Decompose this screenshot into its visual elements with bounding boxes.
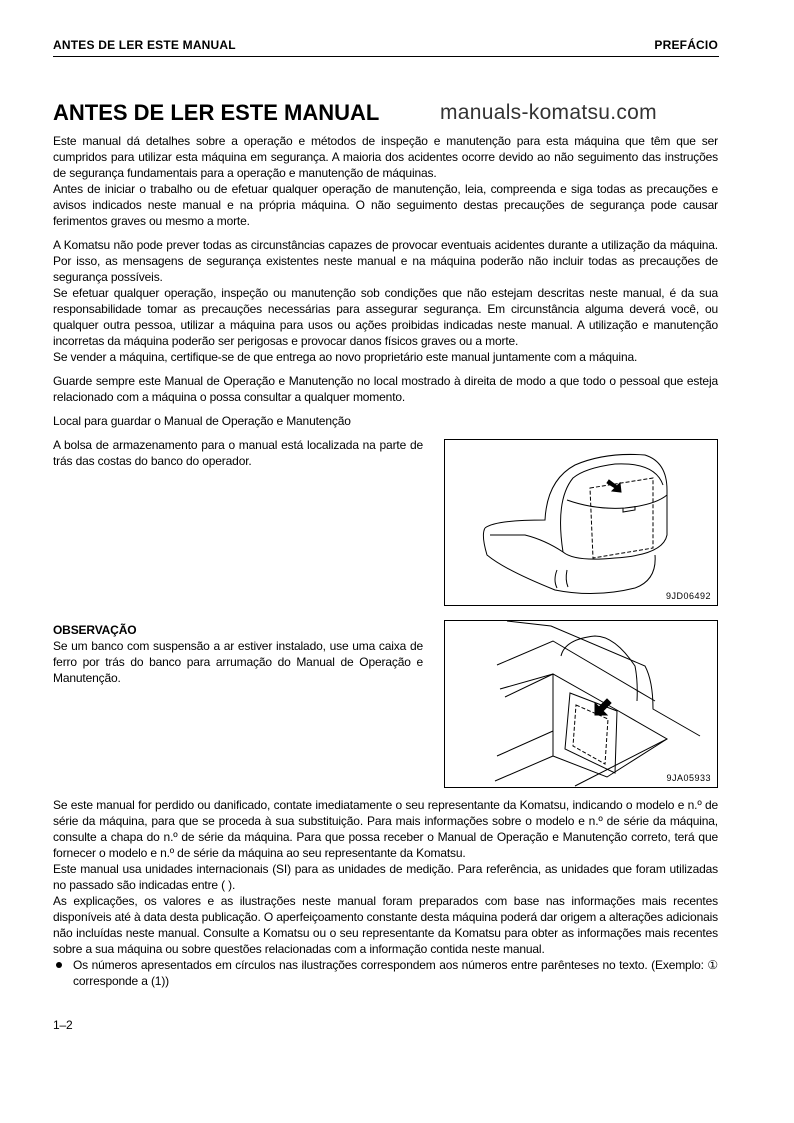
bullet-text: Os números apresentados em círculos nas ilustrações correspondem aos números entre parênteses no texto. (Exemplo: ① corresponde a (1)) [73, 958, 718, 988]
paragraph: Se efetuar qualquer operação, inspeção ou manutenção sob condições que não estejam descritas neste manual, é da sua responsabilidade tomar as precauções necessárias para assegurar segurança. Em circunstância alguma deverá você, ou qualquer outra pessoa, utilizar a máquina para usos ou ações proibidas indicadas neste manual. A utilização e manutenção incorretas da máquina poderão ser perigosas e provocar danos físicos graves ou a morte. [53, 286, 718, 348]
figure-seat-pocket [444, 439, 718, 606]
keep-manual-paragraph: Guarde sempre este Manual de Operação e Manutenção no local mostrado à direita de modo a que todo o pessoal que esteja relacionado com a máquina o possa consultar a qualquer momento. [53, 374, 718, 404]
note-section [53, 622, 423, 686]
paragraph: Se este manual for perdido ou danificado, contate imediatamente o seu representante da Komatsu, indicando o modelo e n.º de série da máquina, para que se proceda à sua substituição. Para mais informações sobre o modelo e n.º de série da máquina, consulte a chapa do n.º de série da máquina. Para que possa receber o Manual de Operação e Manutenção correto, terá que fornecer o modelo e n.º de série da máquina ao seu representante da Komatsu. [53, 798, 718, 860]
arrow-icon [607, 480, 621, 492]
figure-id: 9JD06492 [665, 591, 711, 601]
bullet-item [53, 957, 718, 989]
figure-iron-box [444, 620, 718, 788]
page-number: 1–2 [53, 1018, 73, 1032]
paragraph: Este manual dá detalhes sobre a operação e métodos de inspeção e manutenção para esta máquina que têm que ser cumpridos para utilizar esta máquina em segurança. A maioria dos acidentes ocorre devido ao não seguimento das instruções de segurança fundamentais para a operação e manutenção de máquinas. [53, 134, 718, 180]
header-chapter: PREFÁCIO [654, 38, 718, 52]
arrow-icon [595, 699, 611, 715]
paragraph: A Komatsu não pode prever todas as circunstâncias capazes de provocar eventuais acidentes durante a utilização da máquina. Por isso, as mensagens de segurança existentes neste manual e na máquina poderão não incluir todas as precauções de segurança possíveis. [53, 238, 718, 284]
box-illustration [445, 621, 717, 787]
bullet-icon [56, 962, 62, 968]
komatsu-section [53, 237, 718, 365]
final-section [53, 797, 718, 989]
storage-row [53, 437, 718, 606]
note-text: Se um banco com suspensão a ar estiver instalado, use uma caixa de ferro por trás do banco para arrumação do Manual de Operação e Manutenção. [53, 639, 423, 685]
storage-heading: Local para guardar o Manual de Operação e Manutenção [53, 414, 351, 428]
note-row [53, 620, 718, 788]
note-heading: OBSERVAÇÃO [53, 623, 137, 637]
intro-section [53, 133, 718, 229]
seat-illustration [445, 440, 717, 605]
watermark: manuals-komatsu.com [440, 101, 657, 124]
header-rule [53, 56, 719, 57]
paragraph: Antes de iniciar o trabalho ou de efetuar qualquer operação de manutenção, leia, compreenda e siga todas as precauções e avisos indicados neste manual e na própria máquina. O não seguimento destas precauções de segurança pode causar ferimentos graves ou mesmo a morte. [53, 182, 718, 228]
header-section-title: ANTES DE LER ESTE MANUAL [53, 38, 236, 52]
paragraph: Se vender a máquina, certifique-se de que entrega ao novo proprietário este manual juntamente com a máquina. [53, 350, 638, 364]
page-body [53, 133, 718, 1033]
paragraph: As explicações, os valores e as ilustrações neste manual foram preparados com base nas informações mais recentes disponíveis até à data desta publicação. O aperfeiçoamento constante desta máquina poderá dar origem a alterações adicionais não incluídas neste manual. Consulte a Komatsu ou o seu representante da Komatsu para obter as informações mais recentes sobre a sua máquina ou sobre questões relacionadas com a informação contida neste manual. [53, 894, 718, 956]
figure-id: 9JA05933 [666, 773, 711, 783]
paragraph: Este manual usa unidades internacionais (SI) para as unidades de medição. Para referência, as unidades que foram utilizadas no passado são indicadas entre ( ). [53, 862, 718, 892]
storage-text: A bolsa de armazenamento para o manual está localizada na parte de trás das costas do banco do operador. [53, 438, 423, 468]
page-title: ANTES DE LER ESTE MANUAL [53, 100, 380, 125]
